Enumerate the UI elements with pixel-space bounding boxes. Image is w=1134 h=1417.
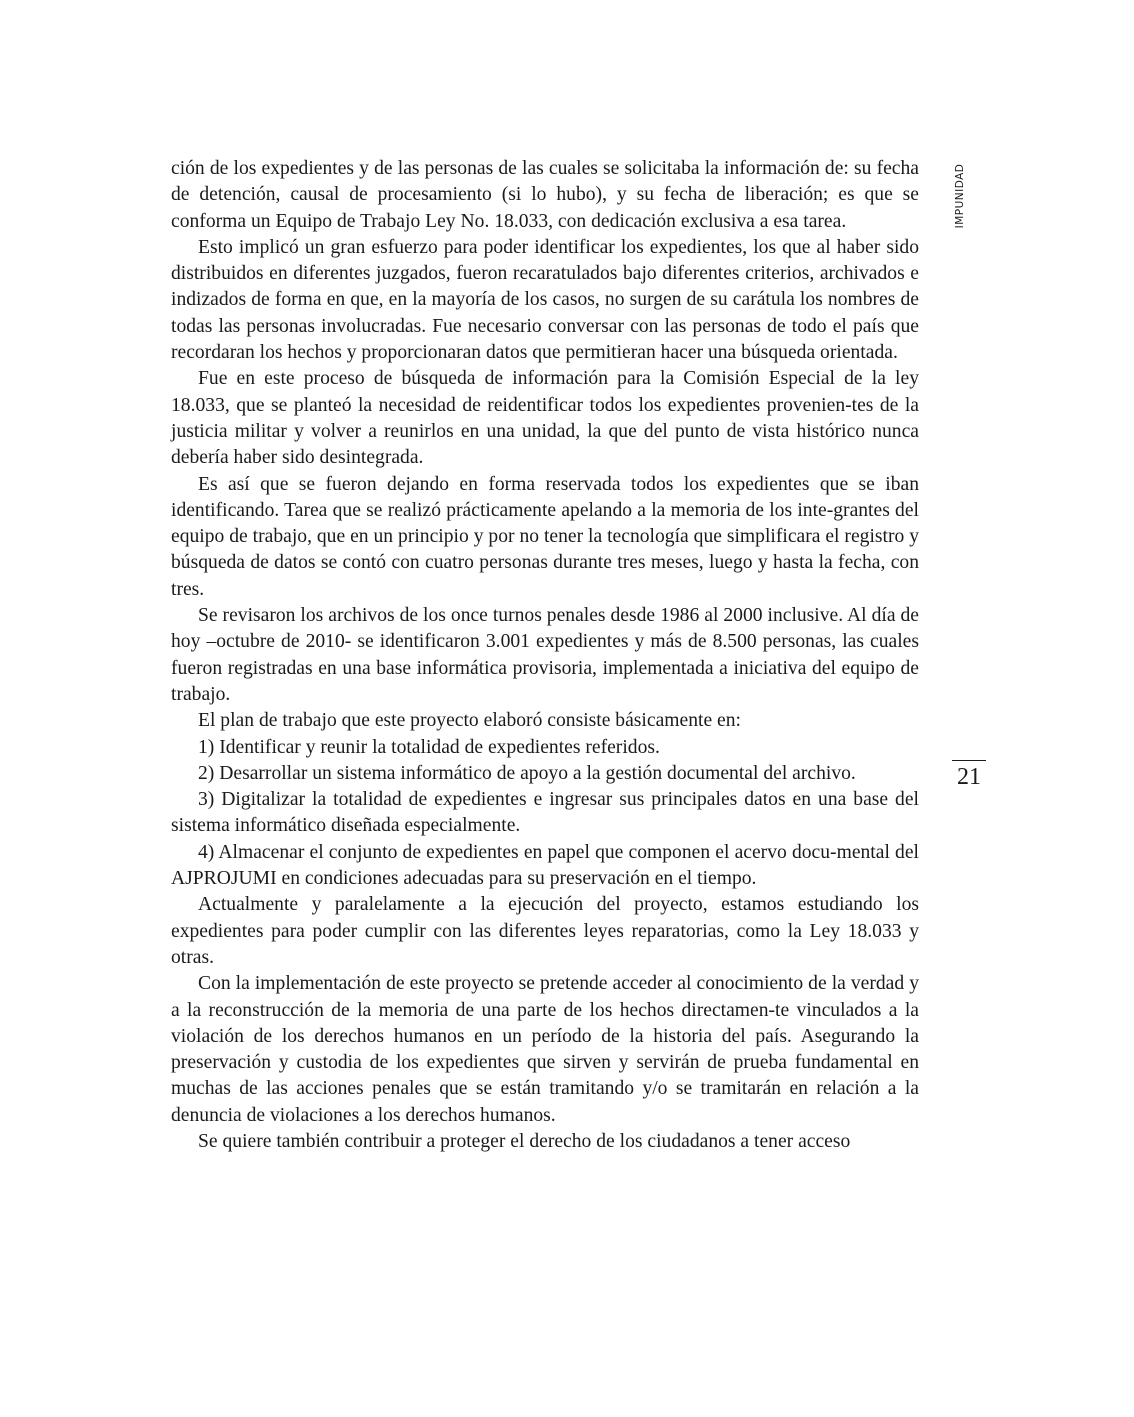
paragraph: Se revisaron los archivos de los once turnos penales desde 1986 al 2000 inclusive. Al día de hoy –octubre de 2010- se identificaron 3.001 expedientes y más de 8.500 personas, las cuales fueron registradas en una base informática provisoria, implementada a iniciativa del equipo de trabajo. — [171, 605, 919, 705]
paragraph: El plan de trabajo que este proyecto elaboró consiste básicamente en: — [198, 710, 741, 732]
body-text — [171, 156, 919, 1155]
paragraph: Fue en este proceso de búsqueda de información para la Comisión Especial de la ley 18.033, que se planteó la necesidad de reidentificar todos los expedientes provenien-tes de la justicia militar y volver a reunirlos en una unidad, la que del punto de vista histórico nunca debería haber sido desintegrada. — [171, 368, 919, 469]
list-item: 3) Digitalizar la totalidad de expedientes e ingresar sus principales datos en una base del sistema informático diseñada especialmente. — [171, 789, 919, 837]
running-head — [951, 158, 969, 234]
paragraph: ción de los expedientes y de las personas de las cuales se solicitaba la información de: su fecha de detención, causal de procesamiento (si lo hubo), y su fecha de liberación; es que se conforma un Equipo de Trabajo Ley No. 18.033, con dedicación exclusiva a esa tarea. — [171, 158, 919, 232]
paragraph: Esto implicó un gran esfuerzo para poder identificar los expedientes, los que al haber sido distribuidos en diferentes juzgados, fueron recaratulados bajo diferentes criterios, archivados e indizados de forma en que, en la mayoría de los casos, no surgen de su carátula los nombres de todas las personas involucradas. Fue necesario conversar con las personas de todo el país que recordaran los hechos y proporcionaran datos que permitieran hacer una búsqueda orientada. — [171, 236, 919, 364]
running-head-label: IMPUNIDAD — [954, 163, 966, 229]
list-item: 2) Desarrollar un sistema informático de apoyo a la gestión documental del archivo. — [198, 762, 856, 784]
paragraph: Es así que se fueron dejando en forma reservada todos los expedientes que se iban identificando. Tarea que se realizó prácticamente apelando a la memoria de los inte-grantes del equipo de trabajo, que en un principio y por no tener la tecnología que simplificara el registro y búsqueda de datos se contó con cuatro personas durante tres meses, luego y hasta la fecha, con tres. — [171, 473, 919, 600]
page-number: 21 — [957, 764, 981, 790]
paragraph: Con la implementación de este proyecto se pretende acceder al conocimiento de la verdad y a la reconstrucción de la memoria de una parte de los hechos directamen-te vinculados a la violación de los derechos humanos en un período de la historia del país. Asegurando la preservación y custodia de los expedientes que sirven y servirán de prueba fundamental en muchas de las acciones penales que se están tramitando y/o se tramitarán en relación a la denuncia de violaciones a los derechos humanos. — [171, 973, 919, 1126]
list-item: 4) Almacenar el conjunto de expedientes en papel que componen el acervo docu-mental del AJPROJUMI en condiciones adecuadas para su preservación en el tiempo. — [171, 841, 919, 890]
list-item: 1) Identificar y reunir la totalidad de expedientes referidos. — [198, 736, 660, 758]
paragraph: Se quiere también contribuir a proteger el derecho de los ciudadanos a tener acceso — [198, 1130, 851, 1152]
paragraph: Actualmente y paralelamente a la ejecución del proyecto, estamos estudiando los expedientes para poder cumplir con las diferentes leyes reparatorias, como la Ley 18.033 y otras. — [171, 894, 919, 968]
page-number-rule — [952, 760, 986, 761]
